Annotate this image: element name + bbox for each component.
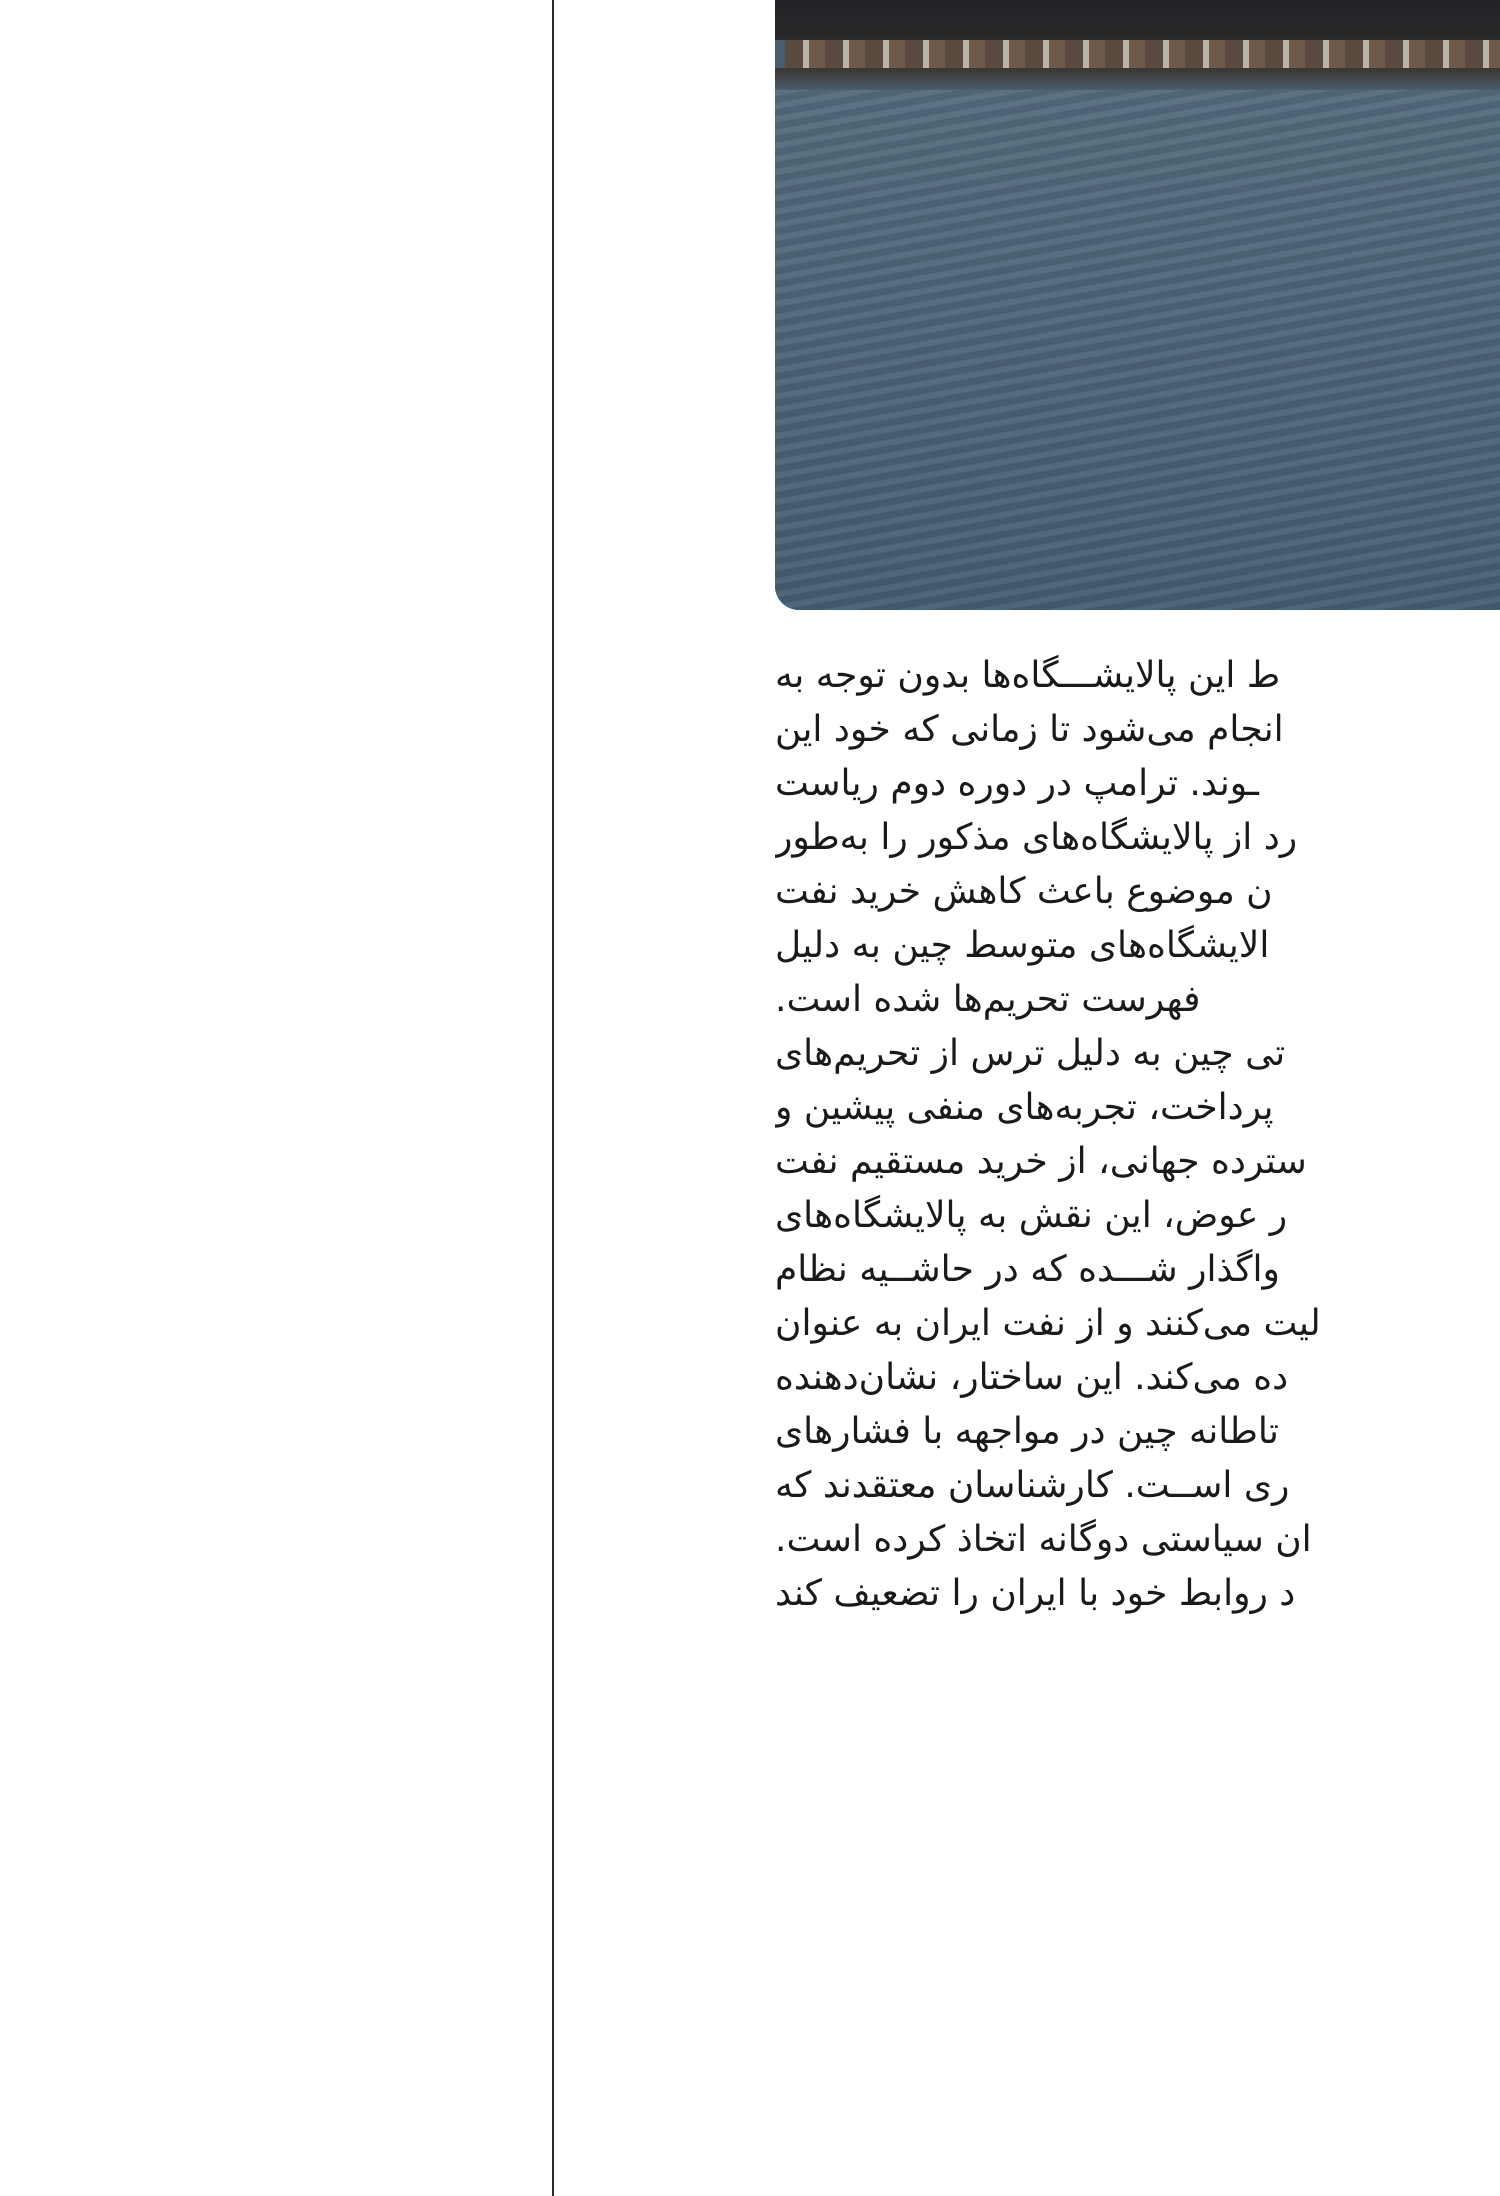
text-line: فهرست تحریم‌ها شده است.	[775, 979, 1201, 1020]
text-line: تاطانه چین در مواجهه با فشارهای	[775, 1411, 1279, 1452]
text-line: سترده جهانی، از خرید مستقیم نفت	[775, 1141, 1307, 1182]
text-line: لیت می‌کنند و از نفت ایران به عنوان	[775, 1303, 1321, 1344]
text-line: ر عوض، این نقش به پالایشگاه‌های	[775, 1195, 1288, 1236]
text-line: د روابط خود با ایران را تضعیف کند	[775, 1573, 1296, 1614]
text-line: پرداخت، تجربه‌های منفی پیشین و	[775, 1087, 1274, 1128]
text-line: واگذار شـــده که در حاشــیه نظام	[775, 1249, 1280, 1290]
text-line: انجام می‌شود تا زمانی که خود این	[775, 709, 1284, 750]
text-line: ری اســت. کارشناسان معتقدند که	[775, 1465, 1290, 1506]
text-line: ن موضوع باعث کاهش خرید نفت	[775, 871, 1273, 912]
text-line: رد از پالایشگاه‌های مذکور را به‌طور	[775, 817, 1298, 858]
text-line: ـوند. ترامپ در دوره دوم ریاست	[775, 763, 1259, 804]
column-divider	[552, 0, 554, 2196]
text-line: ط این پالایشـــگاه‌ها بدون توجه به	[775, 655, 1281, 696]
left-article-column	[0, 0, 550, 2196]
text-line: ده می‌کند. این ساختار، نشان‌دهنده	[775, 1357, 1289, 1398]
text-line: تی چین به دلیل ترس از تحریم‌های	[775, 1033, 1286, 1074]
right-article-column	[775, 0, 1500, 2196]
text-line: الایشگاه‌های متوسط چین به دلیل	[775, 925, 1270, 966]
text-line: ان سیاستی دوگانه اتخاذ کرده است.	[775, 1519, 1312, 1560]
